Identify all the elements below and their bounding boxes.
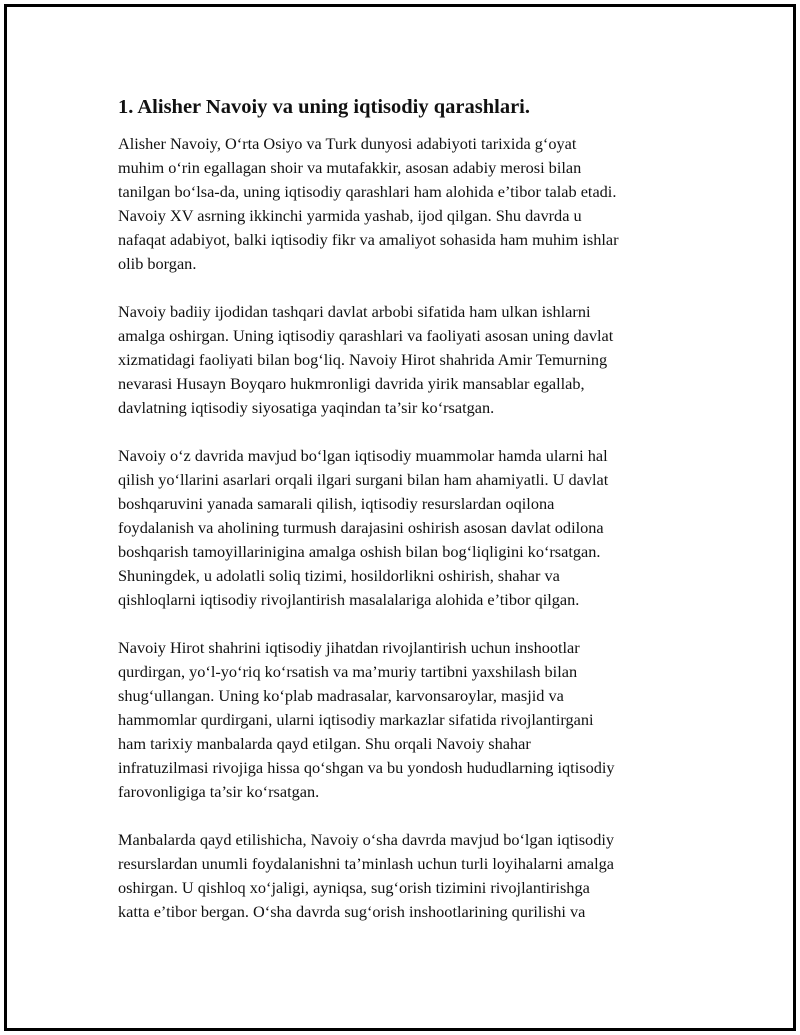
text-line: oshirgan. U qishloq xo‘jaligi, ayniqsa, sug‘orish tizimini rivojlantirishga: [118, 878, 590, 897]
text-line: Navoiy Hirot shahrini iqtisodiy jihatdan rivojlantirish uchun inshootlar: [118, 638, 580, 657]
text-line: tanilgan bo‘lsa-da, uning iqtisodiy qarashlari ham alohida e’tibor talab etadi.: [118, 182, 617, 201]
text-line: boshqarish tamoyillarinigina amalga oshish bilan bog‘liqligini ko‘rsatgan.: [118, 542, 601, 561]
text-line: shug‘ullangan. Uning ko‘plab madrasalar, karvonsaroylar, masjid va: [118, 686, 564, 705]
text-line: muhim o‘rin egallagan shoir va mutafakkir, asosan adabiy merosi bilan: [118, 158, 582, 177]
text-line: Navoiy o‘z davrida mavjud bo‘lgan iqtisodiy muammolar hamda ularni hal: [118, 446, 608, 465]
text-line: nafaqat adabiyot, balki iqtisodiy fikr va amaliyot sohasida ham muhim ishlar: [118, 230, 619, 249]
text-line: amalga oshirgan. Uning iqtisodiy qarashlari va faoliyati asosan uning davlat: [118, 326, 614, 345]
document-title: 1. Alisher Navoiy va uning iqtisodiy qarashlari.: [118, 96, 530, 118]
text-line: Alisher Navoiy, O‘rta Osiyo va Turk dunyosi adabiyoti tarixida g‘oyat: [118, 134, 577, 153]
text-line: olib borgan.: [118, 254, 197, 273]
text-line: boshqaruvini yanada samarali qilish, iqtisodiy resurslardan oqilona: [118, 494, 555, 513]
text-line: resurslardan unumli foydalanishni ta’minlash uchun turli loyihalarni amalga: [118, 854, 614, 873]
text-line: ham tarixiy manbalarda qayd etilgan. Shu orqali Navoiy shahar: [118, 734, 531, 753]
paragraph: [118, 828, 698, 924]
text-line: Navoiy badiiy ijodidan tashqari davlat arbobi sifatida ham ulkan ishlarni: [118, 302, 591, 321]
paragraph: [118, 300, 698, 420]
text-line: qurdirgan, yo‘l-yo‘riq ko‘rsatish va ma’muriy tartibni yaxshilash bilan: [118, 662, 578, 681]
text-line: Shuningdek, u adolatli soliq tizimi, hosildorlikni oshirish, shahar va: [118, 566, 560, 585]
text-line: Manbalarda qayd etilishicha, Navoiy o‘sha davrda mavjud bo‘lgan iqtisodiy: [118, 830, 614, 849]
text-line: xizmatidagi faoliyati bilan bog‘liq. Navoiy Hirot shahrida Amir Temurning: [118, 350, 608, 369]
text-line: katta e’tibor bergan. O‘sha davrda sug‘orish inshootlarining qurilishi va: [118, 902, 586, 921]
paragraph: [118, 636, 698, 804]
paragraph: [118, 132, 698, 276]
text-line: nevarasi Husayn Boyqaro hukmronligi davrida yirik mansablar egallab,: [118, 374, 585, 393]
text-line: qishloqlarni iqtisodiy rivojlantirish masalalariga alohida e’tibor qilgan.: [118, 590, 580, 609]
text-line: hammomlar qurdirgani, ularni iqtisodiy markazlar sifatida rivojlantirgani: [118, 710, 594, 729]
text-line: qilish yo‘llarini asarlari orqali ilgari surgani bilan ham ahamiyatli. U davlat: [118, 470, 609, 489]
paragraph: [118, 444, 698, 612]
document-body: [118, 94, 698, 948]
text-line: farovonligiga ta’sir ko‘rsatgan.: [118, 782, 320, 801]
text-line: infratuzilmasi rivojiga hissa qo‘shgan va bu yondosh hududlarning iqtisodiy: [118, 758, 615, 777]
text-line: davlatning iqtisodiy siyosatiga yaqindan ta’sir ko‘rsatgan.: [118, 398, 495, 417]
text-line: Navoiy XV asrning ikkinchi yarmida yashab, ijod qilgan. Shu davrda u: [118, 206, 582, 225]
text-line: foydalanish va aholining turmush darajasini oshirish asosan davlat odilona: [118, 518, 604, 537]
